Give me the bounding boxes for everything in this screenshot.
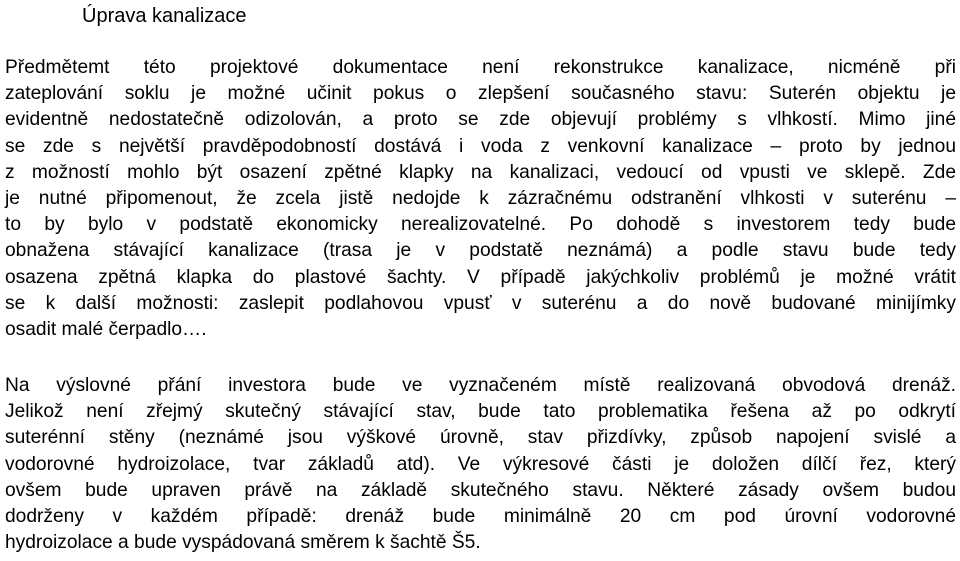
text-line: je nutné připomenout, že zcela jistě nedojde k zázračnému odstranění vlhkosti v suterénu –	[5, 187, 956, 209]
text-line: zateplování soklu je možné učinit pokus o zlepšení současného stavu: Suterén objektu je	[5, 83, 956, 105]
text-line: evidentně nedostatečně odizolován, a proto se zde objevují problémy s vlhkostí. Mimo jiné	[5, 109, 956, 131]
text-line: se zde s největší pravděpodobností dostává i voda z venkovní kanalizace – proto by jednou	[5, 135, 956, 157]
text-line: dodrženy v každém případě: drenáž bude minimálně 20 cm pod úrovní vodorovné	[5, 505, 956, 527]
text-line: ovšem bude upraven právě na základě skutečného stavu. Některé zásady ovšem budou	[5, 479, 956, 501]
paragraph-sewer-repair	[5, 55, 956, 343]
text-line: Jelikož není zřejmý skutečný stávající stav, bude tato problematika řešena až po odkrytí	[5, 401, 956, 423]
text-line: to by bylo v podstatě ekonomicky nerealizovatelné. Po dohodě s investorem tedy bude	[5, 214, 956, 236]
section-heading: Úprava kanalizace	[82, 5, 247, 27]
paragraph-drainage	[5, 373, 956, 556]
text-line: suterénní stěny (neznámé jsou výškové úrovně, stav přizdívky, způsob napojení svislé a	[5, 427, 956, 449]
text-line: obnažena stávající kanalizace (trasa je v podstatě neznámá) a podle stavu bude tedy	[5, 240, 956, 262]
text-line: osazena zpětná klapka do plastové šachty. V případě jakýchkoliv problémů je možné vrátit	[5, 266, 956, 288]
text-line: vodorovné hydroizolace, tvar základů atd). Ve výkresové části je doložen dílčí řez, který	[5, 453, 956, 475]
text-line: osadit malé čerpadlo….	[5, 318, 207, 340]
text-line: Předmětemt této projektové dokumentace není rekonstrukce kanalizace, nicméně při	[5, 57, 956, 78]
text-line: Na výslovné přání investora bude ve vyznačeném místě realizovaná obvodová drenáž.	[5, 375, 956, 396]
text-line: z možností mohlo být osazení zpětné klapky na kanalizaci, vedoucí od vpusti ve sklepě. Zde	[5, 161, 956, 183]
text-line: hydroizolace a bude vyspádovaná směrem k šachtě Š5.	[5, 532, 481, 554]
text-line: se k další možnosti: zaslepit podlahovou vpusť v suterénu a do nově budované minijímky	[5, 292, 956, 314]
